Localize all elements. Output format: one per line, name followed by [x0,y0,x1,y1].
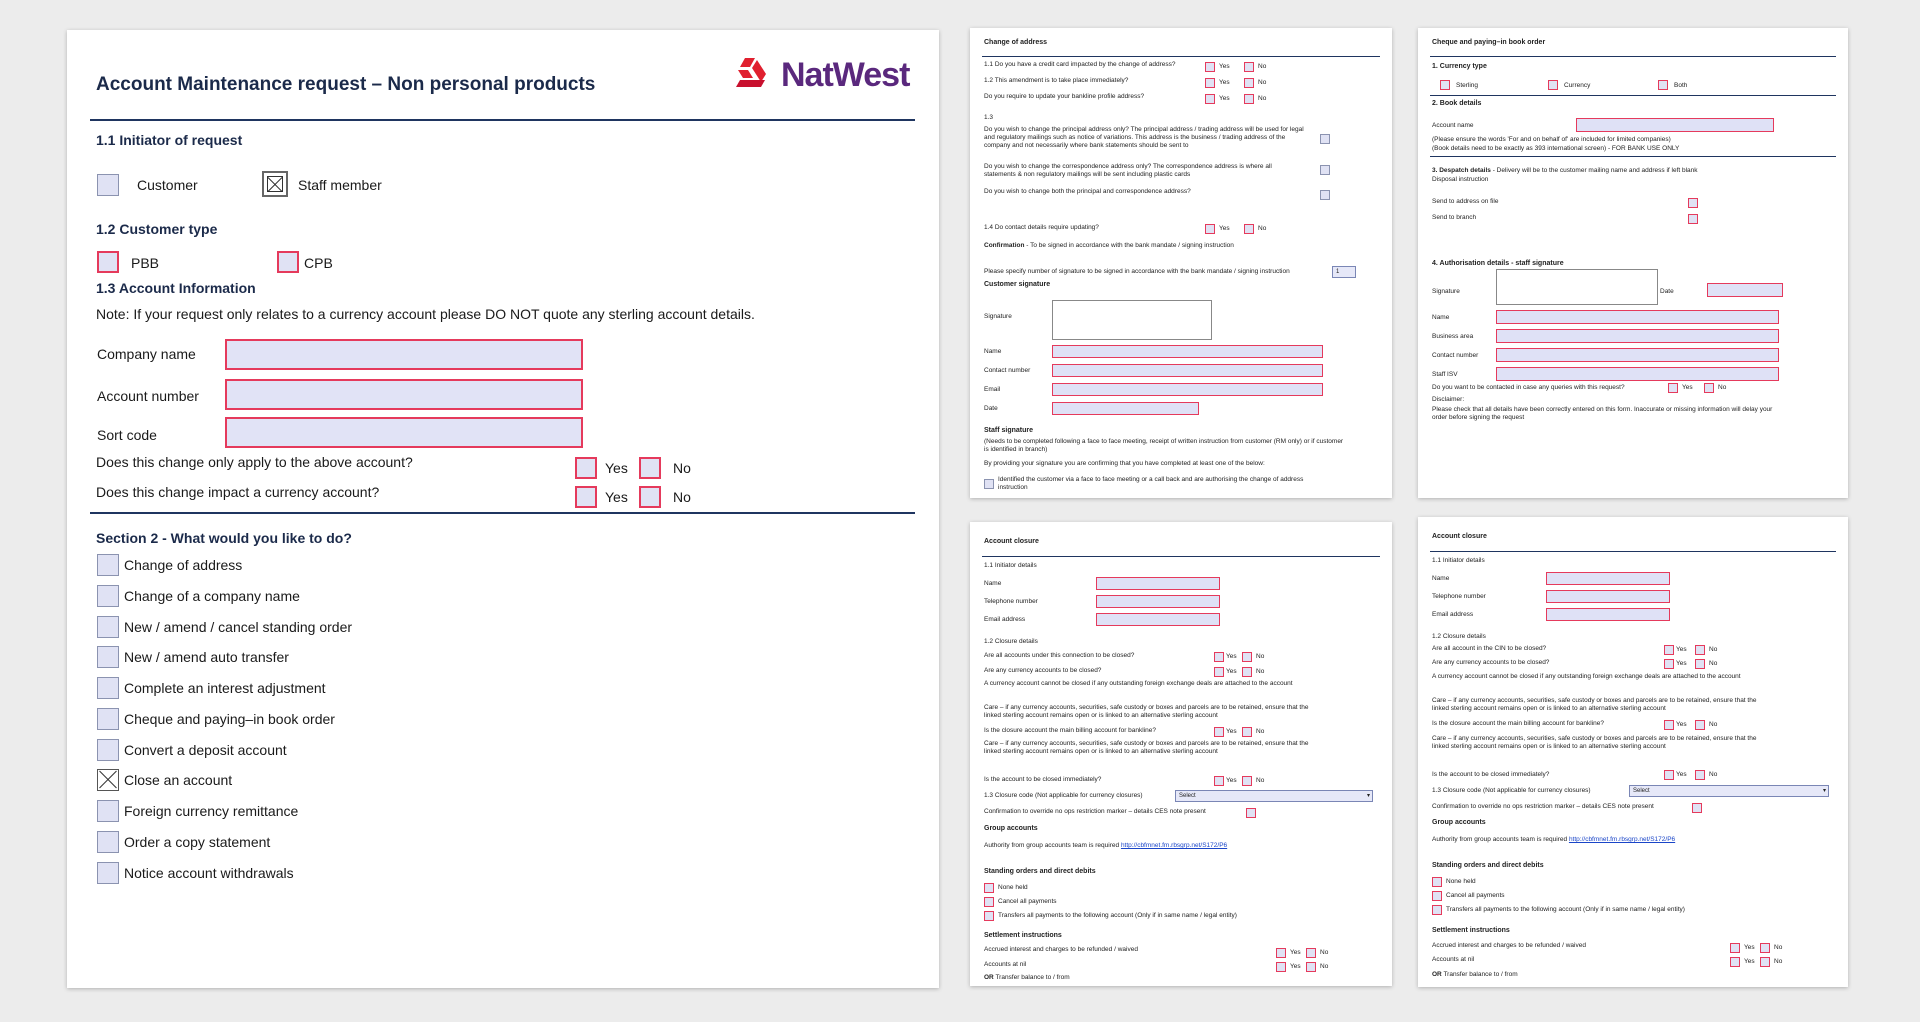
email-label: Email [984,386,1001,393]
book-details-heading: 2. Book details [1432,100,1482,107]
no-checkbox[interactable] [1242,652,1252,662]
care-note: Care – if any currency accounts, securities, safe custody or boxes and parcels are to be retained, ensure that the linked sterling account remains open or is linked to an alternative sterling account [984,704,1309,719]
care-note: Care – if any currency accounts, securities, safe custody or boxes and parcels are to be retained, ensure that the linked sterling account remains open or is linked to an alternative sterling account [1432,697,1757,712]
telephone-field[interactable] [1096,595,1220,608]
settlement-heading: Settlement instructions [1432,927,1510,934]
q2-no-checkbox[interactable] [639,486,661,508]
option-label: Convert a deposit account [124,742,287,758]
principal-address-text: Do you wish to change the principal address only? The principal address / trading address will be used for legal and regulatory mailings such as notice of variations. This address is the business / trading address of the company and not necessarily where bank statements should be sent to [984,126,1304,149]
transfer-balance-label: Transfer balance to / from [1441,971,1518,978]
option-checkbox[interactable] [97,677,119,699]
section-1-3-heading: 1.3 Account Information [96,280,256,296]
override-text: Confirmation to override no ops restriction marker – details CES note present [984,808,1206,815]
send-to-file-label: Send to address on file [1432,198,1499,205]
staff-signature-note: (Needs to be completed following a face to face meeting, receipt of written instruction from customer (RM only) or if customer is identified in branch) [984,438,1344,453]
no-label: No [1256,728,1265,735]
no-checkbox[interactable] [1695,645,1705,655]
natwest-logo-icon [735,56,773,90]
yes-label: Yes [1676,721,1687,728]
accrued-label: Accrued interest and charges to be refunded / waived [1432,942,1586,949]
section-1-1-heading: 1.1 Initiator of request [96,132,243,148]
transfer-checkbox[interactable] [1432,905,1442,915]
option-checkbox[interactable] [97,862,119,884]
transfer-checkbox[interactable] [984,911,994,921]
yes-label: Yes [1682,384,1693,391]
yes-checkbox[interactable] [1664,659,1674,669]
despatch-label: 3. Despatch details [1432,167,1491,174]
question-text: Is the account to be closed immediately? [1432,771,1550,778]
close-account-checkbox-checked[interactable] [97,769,119,791]
option-checkbox[interactable] [97,646,119,668]
none-held-checkbox[interactable] [1432,877,1442,887]
yes-label: Yes [1219,63,1230,70]
sterling-label: Sterling [1456,82,1479,89]
authority-text [984,842,1227,850]
signature-label: Signature [1432,288,1460,295]
divider [1430,156,1836,157]
account-closure-page-2 [1418,517,1848,987]
option-label: Change of address [124,557,243,573]
currency-note: A currency account cannot be closed if any outstanding foreign exchange deals are attached to the account [984,680,1293,687]
name-label: Name [1432,575,1450,582]
yes-checkbox[interactable] [1276,948,1286,958]
yes-checkbox[interactable] [1668,383,1678,393]
yes-label: Yes [1676,771,1687,778]
option-checkbox[interactable] [97,831,119,853]
currency-note: A currency account cannot be closed if any outstanding foreign exchange deals are attached to the account [1432,673,1741,680]
no-checkbox[interactable] [1704,383,1714,393]
yes-checkbox[interactable] [1205,94,1215,104]
telephone-field[interactable] [1546,590,1670,603]
care-note: Care – if any currency accounts, securities, safe custody or boxes and parcels are to be retained, ensure that the linked sterling account remains open or is linked to an alternative sterling account [984,740,1309,755]
yes-checkbox[interactable] [1214,652,1224,662]
authority-text [1432,836,1675,844]
no-label: No [1258,95,1267,102]
question-text: Are all accounts under this connection to be closed? [984,652,1135,659]
accounts-nil-label: Accounts at nil [1432,956,1475,963]
option-label: Close an account [124,772,233,788]
email-label: Email address [1432,611,1474,618]
identified-text: Identified the customer via a face to face meeting or a call back and are authorising the change of address instruction [998,476,1304,491]
divider [90,119,915,121]
email-field[interactable] [1546,608,1670,621]
form-title: Account Maintenance request – Non personal products [96,74,596,95]
yes-label: Yes [1219,225,1230,232]
transfer-label: Transfers all payments to the following account (Only if in same name / legal entity) [1446,906,1685,913]
no-checkbox[interactable] [1244,94,1254,104]
contact-question: Do you want to be contacted in case any queries with this request? [1432,384,1625,391]
no-label: No [1718,384,1727,391]
staff-isv-label: Staff ISV [1432,371,1458,378]
none-held-label: None held [998,884,1028,891]
closure-code-value: Select [1179,793,1196,799]
send-to-file-checkbox[interactable] [1688,198,1698,208]
yes-checkbox[interactable] [1730,957,1740,967]
yes-label: Yes [1676,660,1687,667]
name-label: Name [1432,314,1450,321]
company-name-field[interactable] [225,339,583,370]
yes-checkbox[interactable] [1276,962,1286,972]
q2-yes-label: Yes [605,489,628,505]
transfer-balance-text [1432,971,1518,979]
both-address-checkbox[interactable] [1320,190,1330,200]
option-label: New / amend auto transfer [124,649,289,665]
option-checkbox[interactable] [97,739,119,761]
no-label: No [1256,653,1265,660]
option-label: Complete an interest adjustment [124,680,326,696]
option-checkbox[interactable] [97,708,119,730]
q1-no-checkbox[interactable] [639,457,661,479]
name-label: Name [984,580,1002,587]
option-checkbox[interactable] [97,554,119,576]
contact-label: Contact number [1432,352,1479,359]
cancel-all-label: Cancel all payments [1446,892,1505,899]
no-checkbox[interactable] [1695,659,1705,669]
closure-code-select[interactable] [1629,785,1829,797]
section-1-2-heading: 1.2 Customer type [96,221,218,237]
no-label: No [1709,721,1718,728]
option-label: Change of a company name [124,588,300,604]
yes-label: Yes [1226,653,1237,660]
date-field[interactable] [1707,283,1783,297]
principal-address-checkbox[interactable] [1320,134,1330,144]
settlement-heading: Settlement instructions [984,932,1062,939]
staff-isv-field[interactable] [1496,367,1779,381]
divider [1430,95,1836,96]
yes-label: Yes [1226,777,1237,784]
natwest-logo-text: NatWest [781,56,910,94]
yes-checkbox[interactable] [1205,78,1215,88]
standing-orders-heading: Standing orders and direct debits [1432,862,1544,869]
or-label: OR [984,974,994,981]
name-field[interactable] [1546,572,1670,585]
option-label: Cheque and paying–in book order [124,711,335,727]
correspondence-address-text: Do you wish to change the correspondence address only? The correspondence address is where all statements & non regulatory mailings will be sent including plastic cards [984,163,1272,178]
yes-checkbox[interactable] [1214,727,1224,737]
initiator-heading: 1.1 Initiator details [1432,557,1485,564]
yes-label: Yes [1744,958,1755,965]
natwest-logo [735,56,773,95]
both-address-text: Do you wish to change both the principal and correspondence address? [984,188,1191,195]
yes-checkbox[interactable] [1664,720,1674,730]
account-number-label: Account number [97,388,199,404]
cancel-all-checkbox[interactable] [1432,891,1442,901]
no-label: No [1320,963,1329,970]
contact-field[interactable] [1496,348,1779,362]
yes-checkbox[interactable] [1664,770,1674,780]
question-text: 1.1 Do you have a credit card impacted by the change of address? [984,61,1176,68]
yes-checkbox[interactable] [1205,224,1215,234]
company-name-label: Company name [97,346,196,362]
option-label: Foreign currency remittance [124,803,299,819]
option-checkbox[interactable] [97,800,119,822]
authority-label: Authority from group accounts team is required [1432,836,1569,843]
no-label: No [1774,944,1783,951]
currency-checkbox[interactable] [1548,80,1558,90]
q2-no-label: No [673,489,691,505]
standing-orders-heading: Standing orders and direct debits [984,868,1096,875]
yes-checkbox[interactable] [1664,645,1674,655]
group-accounts-heading: Group accounts [1432,819,1486,826]
name-label: Name [984,348,1002,355]
no-checkbox[interactable] [1242,727,1252,737]
no-label: No [1258,225,1267,232]
confirmation-label: Confirmation [984,242,1025,249]
correspondence-address-checkbox[interactable] [1320,165,1330,175]
option-label: Notice account withdrawals [124,865,294,881]
section-2-heading: Section 2 - What would you like to do? [96,530,352,546]
staff-member-label: Staff member [298,177,382,193]
account-name-field[interactable] [1576,118,1774,132]
no-label: No [1320,949,1329,956]
no-checkbox[interactable] [1760,957,1770,967]
option-label: New / amend / cancel standing order [124,619,353,635]
section-number: 1.3 [984,114,994,121]
yes-label: Yes [1226,668,1237,675]
transfer-balance-label: Transfer balance to / from [993,974,1070,981]
authority-label: Authority from group accounts team is required [984,842,1121,849]
or-label: OR [1432,971,1442,978]
transfer-balance-text [984,974,1070,982]
cancel-all-label: Cancel all payments [998,898,1057,905]
contact-label: Contact number [984,367,1031,374]
date-label: Date [1660,288,1674,295]
disposal-instruction-label: Disposal instruction [1432,176,1489,183]
page-heading: Account closure [1432,533,1487,540]
question-text: 1.4 Do contact details require updating? [984,224,1099,231]
sort-code-label: Sort code [97,427,157,443]
option-checkbox[interactable] [97,616,119,638]
divider [1430,56,1836,57]
no-checkbox[interactable] [1760,943,1770,953]
no-checkbox[interactable] [1306,962,1316,972]
yes-label: Yes [1290,963,1301,970]
no-checkbox[interactable] [1244,224,1254,234]
pbb-label: PBB [131,255,160,271]
yes-checkbox[interactable] [1730,943,1740,953]
both-label: Both [1674,82,1688,89]
closure-code-select[interactable] [1175,790,1373,802]
no-label: No [1774,958,1783,965]
cheque-book-page [1418,28,1848,498]
closure-code-label: 1.3 Closure code (Not applicable for currency closures) [984,792,1143,799]
question-text: Are all account in the CIN to be closed? [1432,645,1547,652]
name-field[interactable] [1052,345,1323,358]
chevron-down-icon: ▾ [1366,793,1370,799]
signature-count-text: Please specify number of signature to be signed in accordance with the bank mandate / signing instruction [984,268,1290,275]
main-form-page [67,30,939,988]
note-text: Note: If your request only relates to a currency account please DO NOT quote any sterling account details. [96,306,755,322]
yes-label: Yes [1290,949,1301,956]
yes-label: Yes [1226,728,1237,735]
q1-yes-checkbox[interactable] [575,457,597,479]
no-checkbox[interactable] [1306,948,1316,958]
page-heading: Account closure [984,538,1039,545]
cpb-checkbox[interactable] [277,251,299,273]
page-heading: Change of address [984,39,1048,46]
staff-member-checkbox[interactable] [262,171,288,197]
question-currency-account: Does this change impact a currency account? [96,484,380,500]
date-field[interactable] [1052,402,1199,415]
telephone-label: Telephone number [1432,593,1486,600]
divider [90,512,915,514]
signature-box[interactable] [1496,269,1658,305]
cancel-all-checkbox[interactable] [984,897,994,907]
closure-details-heading: 1.2 Closure details [1432,633,1486,640]
closure-code-value: Select [1633,788,1650,794]
confirmation-statement: By providing your signature you are confirming that you have completed at least one of the below: [984,460,1265,467]
email-field[interactable] [1096,613,1220,626]
yes-label: Yes [1219,79,1230,86]
disclaimer-label: Disclaimer: [1432,396,1465,403]
q1-yes-label: Yes [605,460,628,476]
no-checkbox[interactable] [1242,776,1252,786]
accrued-label: Accrued interest and charges to be refunded / waived [984,946,1138,953]
q2-yes-checkbox[interactable] [575,486,597,508]
question-text: Is the closure account the main billing account for bankline? [984,727,1156,734]
signature-count-field[interactable]: 1 [1332,266,1356,278]
option-label: Order a copy statement [124,834,271,850]
yes-checkbox[interactable] [1214,776,1224,786]
authorisation-heading: 4. Authorisation details - staff signature [1432,260,1564,267]
accounts-nil-label: Accounts at nil [984,961,1027,968]
contact-field[interactable] [1052,364,1323,377]
transfer-label: Transfers all payments to the following account (Only if in same name / legal entity) [998,912,1237,919]
send-to-branch-label: Send to branch [1432,214,1477,221]
group-accounts-heading: Group accounts [984,825,1038,832]
no-checkbox[interactable] [1244,62,1254,72]
divider [982,56,1380,57]
none-held-checkbox[interactable] [984,883,994,893]
currency-type-heading: 1. Currency type [1432,63,1487,70]
yes-checkbox[interactable] [1205,62,1215,72]
identified-checkbox[interactable] [984,479,994,489]
care-note: Care – if any currency accounts, securities, safe custody or boxes and parcels are to be retained, ensure that the linked sterling account remains open or is linked to an alternative sterling account [1432,735,1757,750]
closure-details-heading: 1.2 Closure details [984,638,1038,645]
account-number-field[interactable] [225,379,583,410]
sort-code-field[interactable] [225,417,583,448]
no-label: No [1258,63,1267,70]
question-text: Is the closure account the main billing account for bankline? [1432,720,1604,727]
change-of-address-page [970,28,1392,498]
sterling-checkbox[interactable] [1440,80,1450,90]
book-note-1: (Please ensure the words 'For and on behalf of' are included for limited companies) [1432,136,1671,143]
staff-signature-heading: Staff signature [984,427,1034,434]
no-checkbox[interactable] [1242,667,1252,677]
disclaimer-text: Please check that all details have been correctly entered on this form. Inaccurate or missing information will delay your order before signing the request [1432,406,1773,421]
customer-label: Customer [137,177,198,193]
signature-label: Signature [984,313,1012,320]
page-heading: Cheque and paying–in book order [1432,39,1546,46]
override-text: Confirmation to override no ops restriction marker – details CES note present [1432,803,1654,810]
despatch-note: - Delivery will be to the customer mailing name and address if left blank [1490,167,1698,174]
both-checkbox[interactable] [1658,80,1668,90]
no-label: No [1709,660,1718,667]
no-label: No [1709,646,1718,653]
divider [982,556,1380,557]
divider [1430,551,1836,552]
authority-link[interactable]: http://cbfmnet.fm.rbsgrp.net/S172/P6 [1120,842,1228,849]
confirmation-text [984,242,1234,250]
chevron-down-icon: ▾ [1822,788,1826,794]
none-held-label: None held [1446,878,1476,885]
currency-label: Currency [1564,82,1591,89]
override-checkbox[interactable] [1246,808,1256,818]
override-checkbox[interactable] [1692,803,1702,813]
account-name-label: Account name [1432,122,1474,129]
business-area-field[interactable] [1496,329,1779,343]
name-field[interactable] [1496,310,1779,324]
no-checkbox[interactable] [1244,78,1254,88]
yes-checkbox[interactable] [1214,667,1224,677]
confirmation-note: - To be signed in accordance with the bank mandate / signing instruction [1024,242,1234,249]
question-text: 1.2 This amendment is to take place immediately? [984,77,1129,84]
yes-label: Yes [1219,95,1230,102]
yes-label: Yes [1676,646,1687,653]
no-label: No [1256,668,1265,675]
question-apply-account: Does this change only apply to the above account? [96,454,413,470]
business-area-label: Business area [1432,333,1474,340]
book-note-2: (Book details need to be exactly as 393 international screen) - FOR BANK USE ONLY [1432,145,1680,152]
date-label: Date [984,405,998,412]
customer-checkbox[interactable] [97,174,119,196]
no-checkbox[interactable] [1695,720,1705,730]
question-text: Are any currency accounts to be closed? [1432,659,1550,666]
customer-signature-heading: Customer signature [984,281,1051,288]
email-field[interactable] [1052,383,1323,396]
initiator-heading: 1.1 Initiator details [984,562,1037,569]
authority-link[interactable]: http://cbfmnet.fm.rbsgrp.net/S172/P6 [1568,836,1676,843]
no-checkbox[interactable] [1695,770,1705,780]
no-label: No [1258,79,1267,86]
email-label: Email address [984,616,1026,623]
yes-label: Yes [1744,944,1755,951]
signature-box[interactable] [1052,300,1212,340]
account-closure-page-1 [970,522,1392,986]
option-checkbox[interactable] [97,585,119,607]
question-text: Is the account to be closed immediately? [984,776,1102,783]
name-field[interactable] [1096,577,1220,590]
pbb-checkbox[interactable] [97,251,119,273]
closure-code-label: 1.3 Closure code (Not applicable for currency closures) [1432,787,1591,794]
cpb-label: CPB [304,255,333,271]
q1-no-label: No [673,460,691,476]
send-to-branch-checkbox[interactable] [1688,214,1698,224]
telephone-label: Telephone number [984,598,1038,605]
despatch-text [1432,167,1698,175]
question-text: Do you require to update your bankline profile address? [984,93,1145,100]
question-text: Are any currency accounts to be closed? [984,667,1102,674]
no-label: No [1709,771,1718,778]
no-label: No [1256,777,1265,784]
